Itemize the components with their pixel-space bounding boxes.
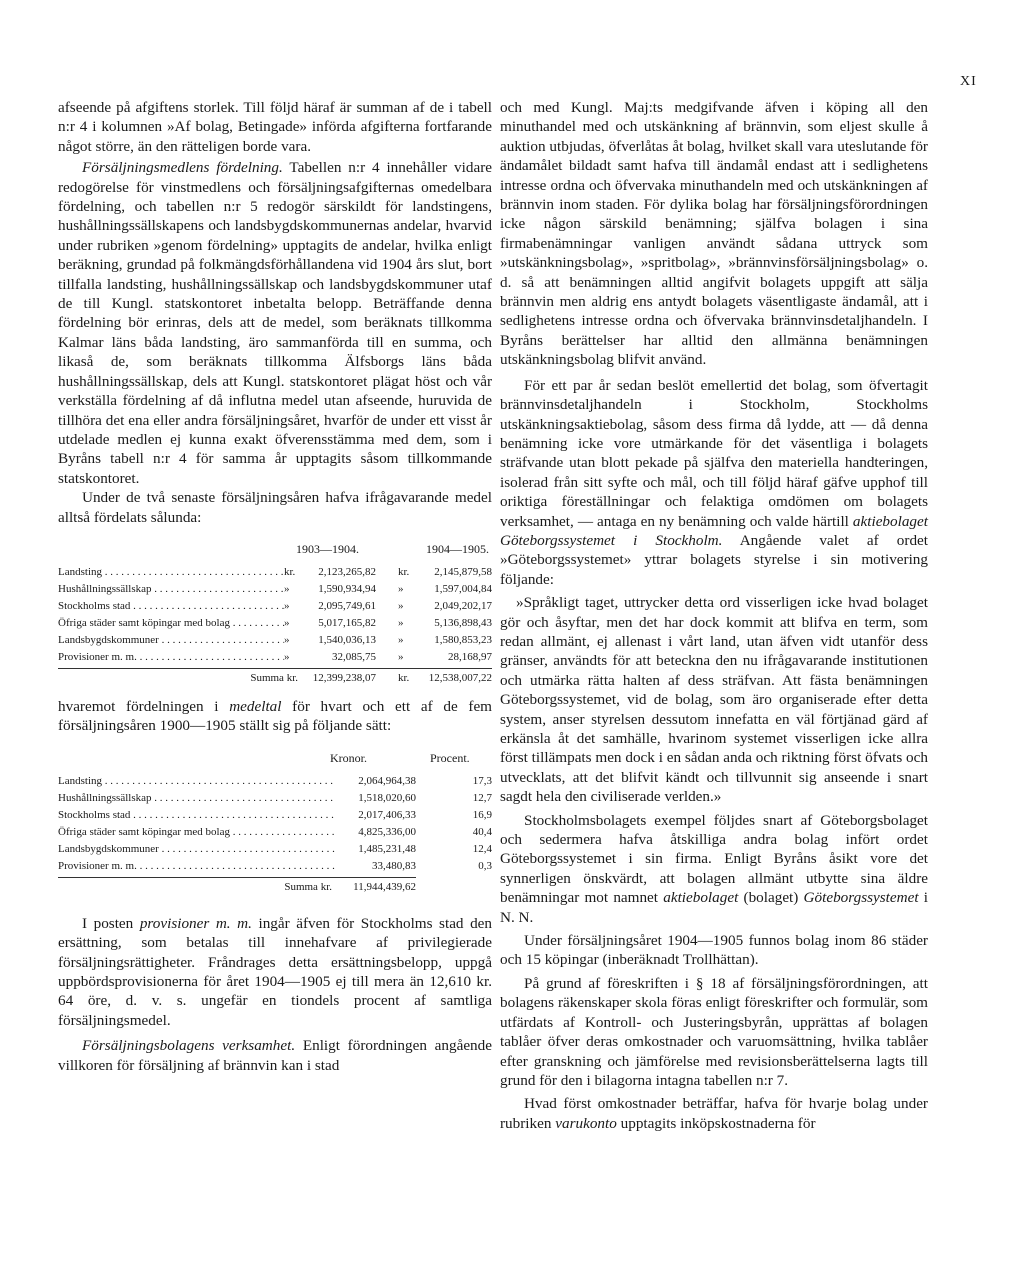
cell-value: 32,085,75 <box>332 650 376 663</box>
table-row <box>58 824 492 841</box>
text: Göteborgssystemet <box>803 889 919 907</box>
currency: » <box>284 616 290 629</box>
quotation: »Språkligt taget, uttrycker detta ord visserligen icke hvad bolaget gör och åsyftar, men det har dock kommit att blifva en term, som redan allmänt, ej allenast i vårt land, utan äfven vidt utanför dess gränser, användts för att beteckna den nu ifrågavarande institutionen och utmärka rätta halten af dess sträfvan. Att fästa benämningen Göteborgssystemet, vid de bolag, som äro organiserade efter detta system, anser styrelsen dessutom innefatta en väl förtjänad gärd af erkänsla åt det samhälle, hvarinom systemet visserligen icke allra först tillämpats men dock i en sådan anda och riktning först öfvats och utvecklats, att det blifvit kändt och tillvunnit sig anseende i snart sagdt hela den civiliserade verlden.» <box>500 594 928 806</box>
table-row <box>58 858 492 875</box>
cell-value: 5,017,165,82 <box>318 616 376 629</box>
paragraph-text: Tabellen n:r 4 innehåller vidare redogörelse för vinstmedlens och försäljningsafgifternas omedelbara fördelning, och tabellen n:r 5 redogör särskildt för landstingens, hushållningssällskapens och landsbygdskommunernas andelar, hvarvid under rubriken »genom fördelning» upptagits de andelar, hvilka enligt beräkning, grundad på folkmängdsförhållandena vid 1904 års slut, bort tillfalla landsting, hushållningssällskap och landsbygdskommuner utaf de till Kungl. statskontoret inbetalta belopp. Beträffande denna fördelning bör erinras, dels att de medel, som beräknats tillkomma Kalmar läns båda landsting, äro sammanförda till en summa, och likaså de, som beräknats tillkomma Älfsborgs läns båda hushållningssällskap, dels att Kungl. statskontoret plägat höst och vår verkställa fördelning af då influtna medel utan afseende, huruvida de tillhöra det ena eller andra försäljningsåret, hvarför de under ett visst år utdelade medlen ej kunna exakt öfverensstämma med dem, som i Byråns tabell n:r 4 för samma år upptagits såsom tillkommande statskontoret. <box>58 159 492 487</box>
text: Angående valet af ordet »Göteborgssystemet» yttrar bolagets styrelse i sin motivering följande: <box>500 531 929 588</box>
cell-value: 33,480,83 <box>372 859 416 872</box>
row-label: Provisioner m. m. . . . <box>58 858 336 875</box>
distribution-table-1903-1905 <box>58 541 492 687</box>
text: upptagits inköpskostnaderna för <box>616 1114 816 1132</box>
cell-value: 12,4 <box>472 842 492 855</box>
page-number: XI <box>960 74 977 89</box>
table-sum-row <box>58 668 492 687</box>
column-header: 1904—1905. <box>426 541 489 556</box>
table-row <box>58 598 492 615</box>
currency: kr. <box>284 565 296 578</box>
text: för hvart och ett af de fem försäljningsåren 1900—1905 ställt sig på följande sätt: <box>58 697 492 735</box>
table-header <box>58 750 492 767</box>
sum-value: 12,399,238,07 <box>312 671 376 684</box>
cell-value: 12,7 <box>472 791 492 804</box>
currency: » <box>284 633 290 646</box>
cell-value: 1,580,853,23 <box>434 633 492 646</box>
column-header: Kronor. <box>330 750 367 765</box>
text: aktiebolaget Göteborgssystemet i Stockholm. <box>500 512 928 549</box>
currency: » <box>284 650 290 663</box>
paragraph <box>58 697 492 736</box>
text: varukonto <box>555 1114 617 1132</box>
cell-value: 2,145,879,58 <box>434 565 492 578</box>
section-heading: Försäljningsmedlens fördelning. <box>82 159 283 177</box>
currency: » <box>398 633 404 646</box>
table-row <box>58 649 492 666</box>
sum-value: 11,944,439,62 <box>353 880 416 893</box>
cell-value: 2,017,406,33 <box>358 808 416 821</box>
text: För ett par år sedan beslöt emellertid det bolag, som öfvertagit brännvinsdetaljhandeln i Stockholm, Stockholms utskänkningsaktiebolag, såsom dess firma då lydde, att — då denna benämning icke vore utmärkande för det väsentliga i bolagets sträfvande utan blott pekade på själfva den materiella handteringen, isolerad från sitt syfte och mål, och till följd häraf gäfve upphof till oriktiga föreställningar och felaktiga omdömen om bolagets verksamhet, — antaga en ny benämning och valde härtill <box>500 376 928 530</box>
row-label: Landsting . . . <box>58 564 284 581</box>
cell-value: 4,825,336,00 <box>358 825 416 838</box>
cell-value: 2,095,749,61 <box>318 599 376 612</box>
text: i N. N. <box>500 889 928 926</box>
table-row <box>58 790 492 807</box>
sum-value: 12,538,007,22 <box>428 671 492 684</box>
cell-value: 16,9 <box>472 808 492 821</box>
text: (bolaget) <box>738 889 804 907</box>
currency: » <box>398 650 404 663</box>
row-label: Öfriga städer samt köpingar med bolag . . . <box>58 615 284 632</box>
row-label: Hushållningssällskap . . . <box>58 581 284 598</box>
column-header: 1903—1904. <box>296 541 359 556</box>
left-column <box>58 98 492 1075</box>
text: ingår äfven för Stockholms stad den ersättning, som betalas till innehafvare af privilegierade försäljningsrättigheter. Fråndrages detta ersättningsbelopp, uppgå uppbördsprovisionerna för året 1904—1905 ej till mera än 12,610 kr. 64 öre, d. v. s. ungefär en tiondels procent af samtliga försäljningsmedel. <box>58 914 493 1029</box>
cell-value: 2,049,202,17 <box>434 599 492 612</box>
cell-value: 17,3 <box>472 774 492 787</box>
table-row <box>58 773 492 790</box>
text: I posten <box>82 914 140 932</box>
average-distribution-table <box>58 750 492 896</box>
column-header: Procent. <box>430 750 470 765</box>
paragraph: afseende på afgiftens storlek. Till följd häraf är summan af de i tabell n:r 4 i kolumnen »Af bolag, Betingade» införda afgifterna fortfarande något större, än den rätteligen borde vara. <box>58 99 492 155</box>
row-label: Landsbygdskommuner . . . <box>58 841 336 858</box>
paragraph <box>500 376 928 589</box>
cell-value: 1,485,231,48 <box>358 842 416 855</box>
cell-value: 2,064,964,38 <box>358 774 416 787</box>
text: Stockholmsbolagets exempel följdes snart af Göteborgsbolaget och sedermera hafva åtskilliga andra bolag infört ordet Göteborgssystemet i sin firma. Enligt Byråns åsikt vore det synnerligen önskvärdt, att bolagen allmänt utbytte sina äldre benämningar mot namnet <box>500 811 928 907</box>
cell-value: 0,3 <box>478 859 492 872</box>
currency: » <box>398 599 404 612</box>
table-row <box>58 632 492 649</box>
table-header <box>58 541 492 558</box>
cell-value: 1,540,036,13 <box>318 633 376 646</box>
row-label: Stockholms stad . . . <box>58 807 336 824</box>
cell-value: 28,168,97 <box>448 650 492 663</box>
paragraph <box>500 811 928 927</box>
paragraph: Under försäljningsåret 1904—1905 funnos bolag inom 86 städer och 15 köpingar (inberäknadt Trollhättan). <box>500 932 928 969</box>
cell-value: 5,136,898,43 <box>434 616 492 629</box>
paragraph <box>58 158 492 488</box>
table-sum-row <box>58 877 416 896</box>
paragraph <box>58 914 492 1030</box>
text: Hvad först omkostnader beträffar, hafva för hvarje bolag under rubriken <box>500 1095 928 1132</box>
paragraph: Under de två senaste försäljningsåren hafva ifrågavarande medel alltså fördelats sålunda: <box>58 489 492 526</box>
text: provisioner m. m. <box>139 914 252 932</box>
currency: kr. <box>398 565 410 578</box>
row-label: Landsbygdskommuner . . . <box>58 632 284 649</box>
table-row <box>58 615 492 632</box>
paragraph <box>58 1036 492 1075</box>
table-row <box>58 581 492 598</box>
currency: » <box>398 582 404 595</box>
right-column <box>500 98 928 1133</box>
row-label: Hushållningssällskap . . . <box>58 790 336 807</box>
paragraph <box>500 1094 928 1133</box>
sum-label: Summa kr. <box>250 671 298 684</box>
cell-value: 1,590,934,94 <box>318 582 376 595</box>
cell-value: 2,123,265,82 <box>318 565 376 578</box>
cell-value: 1,597,004,84 <box>434 582 492 595</box>
sum-label: Summa kr. <box>284 880 332 893</box>
cell-value: 1,518,020,60 <box>358 791 416 804</box>
table-row <box>58 564 492 581</box>
section-heading: Försäljningsbolagens verksamhet. <box>82 1037 296 1055</box>
row-label: Stockholms stad . . . <box>58 598 284 615</box>
table-row <box>58 807 492 824</box>
currency: kr. <box>398 671 410 684</box>
row-label: Öfriga städer samt köpingar med bolag . . . <box>58 824 336 841</box>
currency: » <box>284 582 290 595</box>
table-row <box>58 841 492 858</box>
currency: » <box>398 616 404 629</box>
paragraph: På grund af föreskriften i § 18 af försäljningsförordningen, att bolagens räkenskaper skola föras enligt föreskrifter och formulär, som utfärdats af Kontroll- och Justeringsbyrån, upprättas af bolagen tablåer öfver deras omkostnader och varuomsättning, hvilka tablåer efter granskning och jämförelse med revisionsberättelserna lagts till grund för den i bilagorna intagna tabellen n:r 7. <box>500 974 928 1089</box>
text: medeltal <box>229 697 282 715</box>
row-label: Provisioner m. m. . . . <box>58 649 284 666</box>
paragraph-text: Enligt förordningen angående villkoren för försäljning af brännvin kan i stad <box>58 1037 492 1074</box>
currency: » <box>284 599 290 612</box>
cell-value: 40,4 <box>472 825 492 838</box>
text: hvaremot fördelningen i <box>58 697 230 715</box>
row-label: Landsting . . . <box>58 773 336 790</box>
paragraph: och med Kungl. Maj:ts medgifvande äfven i köping all den minuthandel med och utskänkning af brännvin, som eljest skulle å auktion utbjudas, öfverlåtas åt bolag, hvilket skall vara uteslutande för ändamålet bildadt samt hafva till ändamål endast att i sedlighetens intresse ordna och öfvervaka minuthandeln med och utskänkningen af brännvin inom staden. För dylika bolag har försäljningsförordningen icke någon särskild benämning; själfva bolagen i sina firmabenämningar vanligen användt sådana uttryck som »utskänkningsbolag», »spritbolag», »brännvinsförsäljningsbolag» o. d. så att benämningen alltid angifvit bolagets uppgift att sälja brännvin men aldrig ens antydt bolagets väsentligaste ändamål, att i sedlighetens intresse ordna och öfvervaka brännvinsdetaljhandeln. I Byråns berättelser har alltid den allmänna benämningen utskänkningsbolag blifvit använd. <box>500 99 928 369</box>
text: aktiebolaget <box>663 889 739 907</box>
